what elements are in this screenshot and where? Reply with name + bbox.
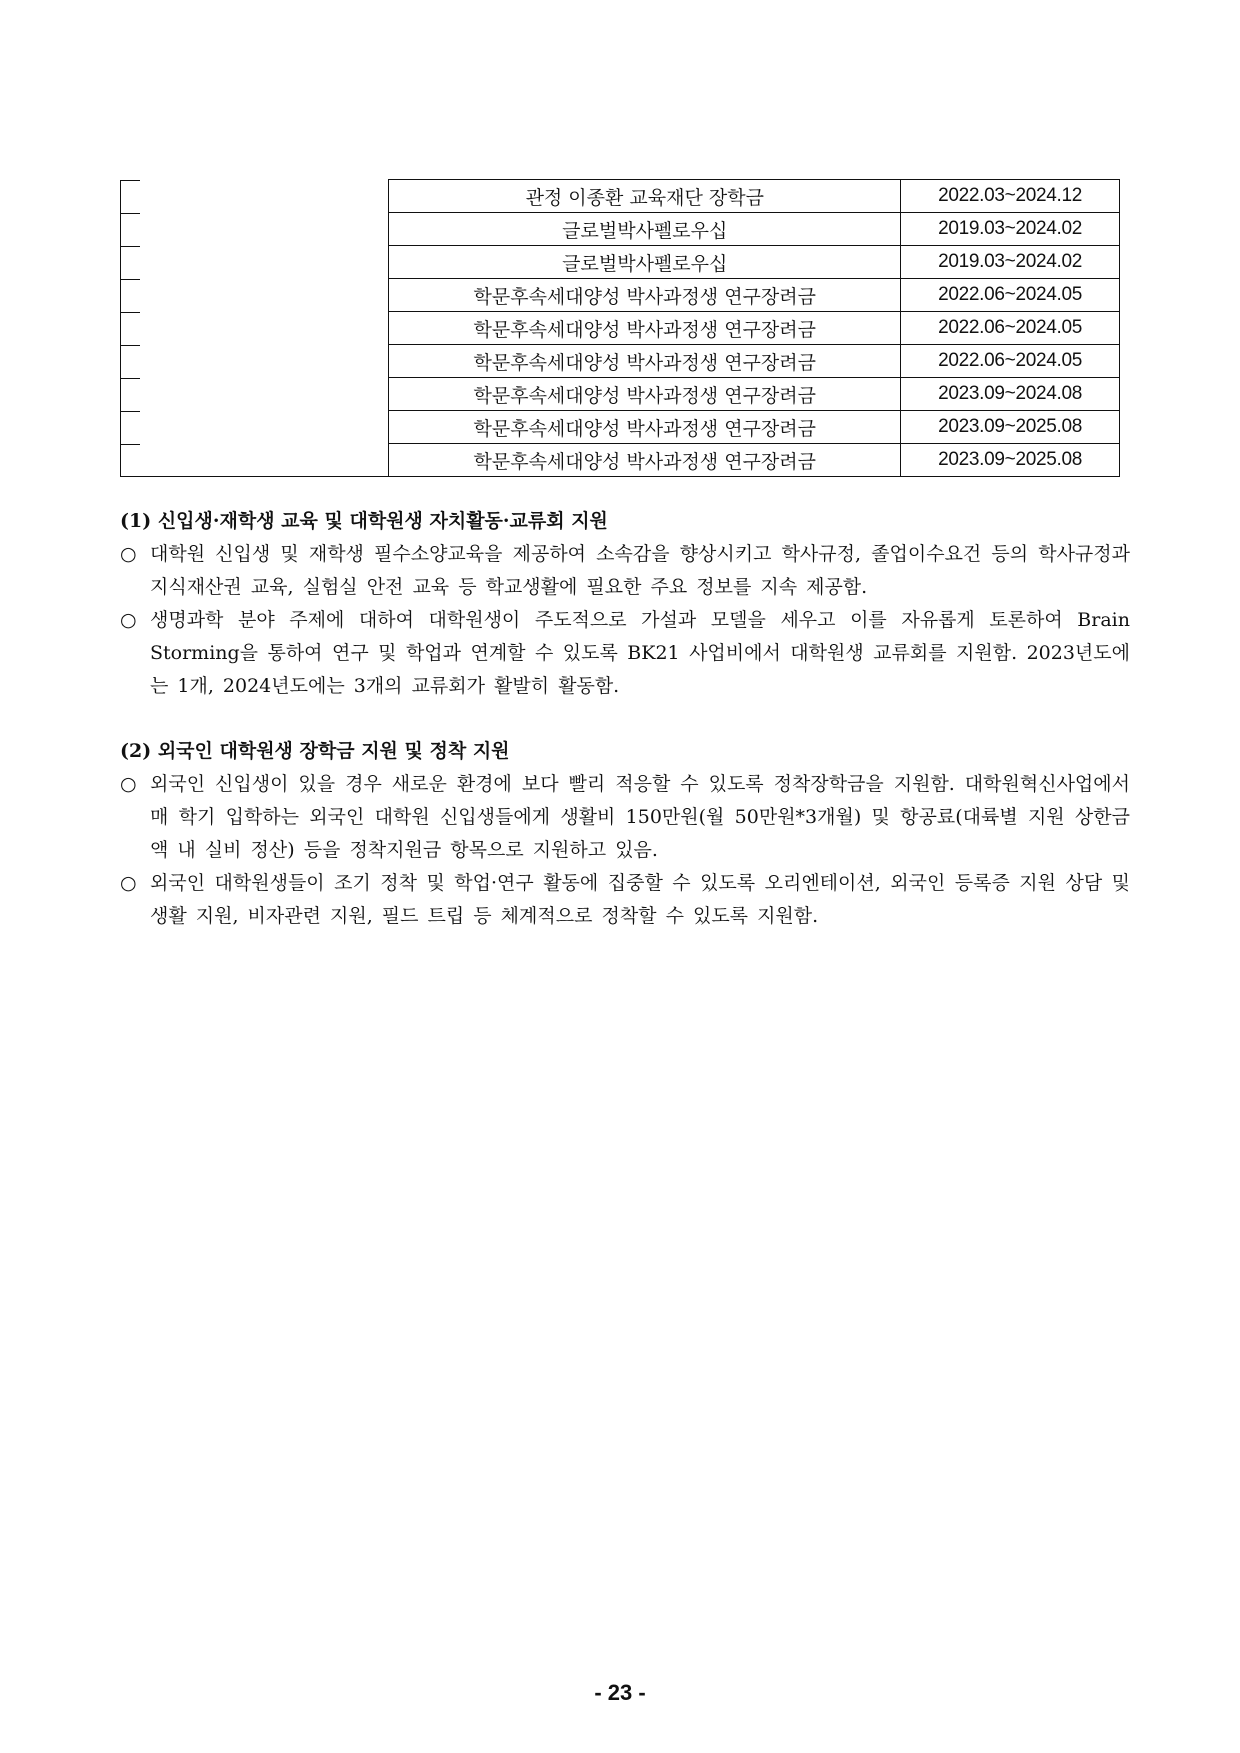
section-new-student-support	[120, 505, 1130, 703]
scholarship-period: 2023.09~2024.08	[901, 378, 1120, 411]
scholarship-name: 학문후속세대양성 박사과정생 연구장려금	[389, 444, 901, 477]
scholarship-period: 2023.09~2025.08	[901, 411, 1120, 444]
scholarship-name: 학문후속세대양성 박사과정생 연구장려금	[389, 345, 901, 378]
scholarship-name: 글로벌박사펠로우십	[389, 246, 901, 279]
scholarship-name: 글로벌박사펠로우십	[389, 213, 901, 246]
scholarship-name: 학문후속세대양성 박사과정생 연구장려금	[389, 312, 901, 345]
table-row	[121, 312, 1120, 345]
scholarship-period: 2022.06~2024.05	[901, 279, 1120, 312]
section-foreign-student-support	[120, 735, 1130, 933]
bullet-text: 생명과학 분야 주제에 대하여 대학원생이 주도적으로 가설과 모델을 세우고 이를 자유롭게 토론하여 Brain Storming을 통하여 연구 및 학업과 연계할 수 있도록 BK21 사업비에서 대학원생 교류회를 지원함. 2023년도에는 1개, 2024년도에는 3개의 교류회가 활발히 활동함.	[150, 609, 1130, 697]
circle-bullet-icon: ○	[120, 872, 137, 894]
bullet-text: 외국인 대학원생들이 조기 정착 및 학업·연구 활동에 집중할 수 있도록 오리엔테이션, 외국인 등록증 지원 상담 및 생활 지원, 비자관련 지원, 필드 트립 등 체계적으로 정착할 수 있도록 지원함.	[150, 872, 1130, 927]
table-cell-empty	[121, 345, 389, 378]
scholarship-name: 학문후속세대양성 박사과정생 연구장려금	[389, 411, 901, 444]
bullet-text: 대학원 신입생 및 재학생 필수소양교육을 제공하여 소속감을 향상시키고 학사규정, 졸업이수요건 등의 학사규정과 지식재산권 교육, 실험실 안전 교육 등 학교생활에 필요한 주요 정보를 지속 제공함.	[150, 543, 1130, 598]
table-row	[121, 246, 1120, 279]
bullet-paragraph	[120, 768, 1130, 867]
scholarship-name: 관정 이종환 교육재단 장학금	[389, 180, 901, 213]
scholarship-period: 2019.03~2024.02	[901, 246, 1120, 279]
table-cell-empty	[121, 411, 389, 444]
table-cell-empty	[121, 378, 389, 411]
table-row	[121, 213, 1120, 246]
table-row	[121, 345, 1120, 378]
table-row	[121, 279, 1120, 312]
table-row	[121, 180, 1120, 213]
section-title: (2) 외국인 대학원생 장학금 지원 및 정착 지원	[120, 740, 510, 762]
table-cell-empty	[121, 444, 389, 477]
scholarship-period: 2022.03~2024.12	[901, 180, 1120, 213]
scholarship-name: 학문후속세대양성 박사과정생 연구장려금	[389, 279, 901, 312]
circle-bullet-icon: ○	[120, 609, 137, 631]
section-title: (1) 신입생·재학생 교육 및 대학원생 자치활동·교류회 지원	[120, 510, 608, 532]
table-row	[121, 444, 1120, 477]
circle-bullet-icon: ○	[120, 773, 137, 795]
table-cell-empty	[121, 312, 389, 345]
table-cell-empty	[121, 180, 389, 213]
table-cell-empty	[121, 213, 389, 246]
table-row	[121, 411, 1120, 444]
scholarship-period: 2023.09~2025.08	[901, 444, 1120, 477]
bullet-text: 외국인 신입생이 있을 경우 새로운 환경에 보다 빨리 적응할 수 있도록 정착장학금을 지원함. 대학원혁신사업에서 매 학기 입학하는 외국인 대학원 신입생들에게 생활비 150만원(월 50만원*3개월) 및 항공료(대륙별 지원 상한금액 내 실비 정산) 등을 정착지원금 항목으로 지원하고 있음.	[150, 773, 1130, 861]
scholarship-period: 2019.03~2024.02	[901, 213, 1120, 246]
scholarship-period: 2022.06~2024.05	[901, 345, 1120, 378]
table-row	[121, 378, 1120, 411]
table-cell-empty	[121, 279, 389, 312]
table-cell-empty	[121, 246, 389, 279]
page-number: - 23 -	[594, 1680, 646, 1705]
circle-bullet-icon: ○	[120, 543, 137, 565]
scholarship-period: 2022.06~2024.05	[901, 312, 1120, 345]
scholarship-name: 학문후속세대양성 박사과정생 연구장려금	[389, 378, 901, 411]
scholarship-table	[120, 179, 1120, 477]
bullet-paragraph	[120, 538, 1130, 604]
bullet-paragraph	[120, 867, 1130, 933]
bullet-paragraph	[120, 604, 1130, 703]
